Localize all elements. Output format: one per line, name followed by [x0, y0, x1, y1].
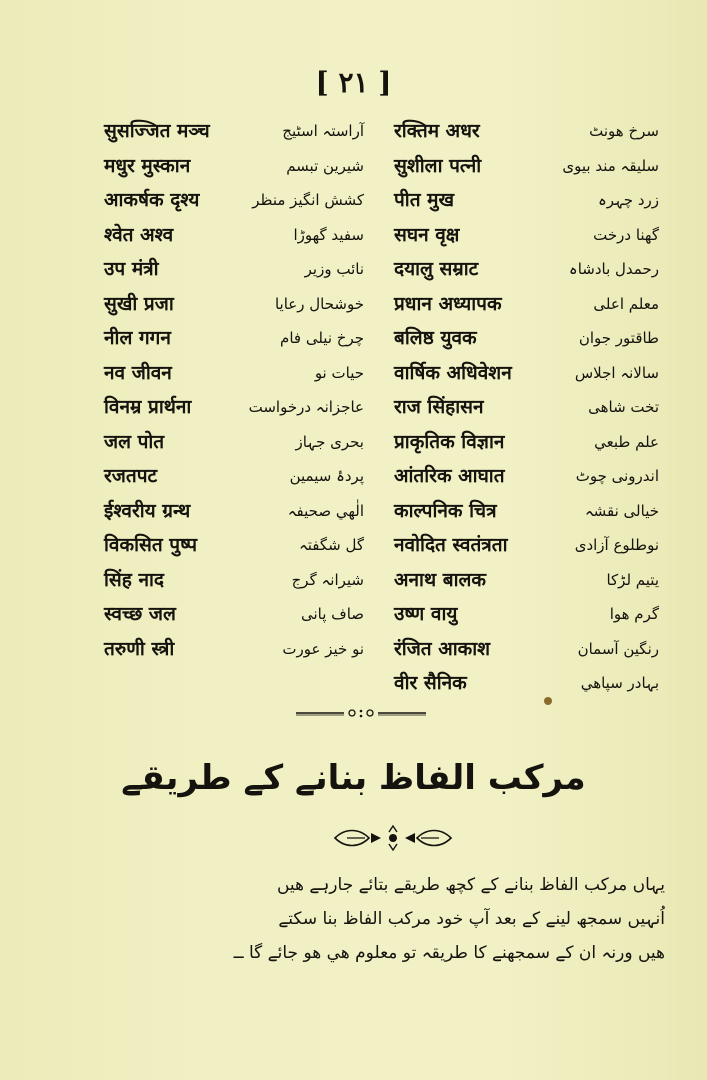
- vocab-row: [104, 117, 664, 152]
- urdu-phrase: حیات نو: [314, 363, 364, 382]
- urdu-phrase: نوطلوع آزادی: [574, 536, 659, 554]
- hindi-phrase: नव जीवन: [104, 361, 172, 384]
- hindi-phrase: सुसज्जित मञ्च: [104, 120, 210, 142]
- hindi-phrase: विनम्र प्रार्थना: [104, 396, 192, 418]
- hindi-phrase: मधुर मुस्कान: [104, 154, 191, 177]
- section-heading: مرکب الفاظ بنانے کے طریقے: [121, 758, 586, 798]
- vocab-row: [104, 290, 664, 325]
- urdu-phrase: پردۂ سیمین: [289, 467, 364, 485]
- hindi-phrase: नील गगन: [104, 327, 171, 349]
- urdu-phrase: گل شگفتہ: [298, 536, 364, 554]
- hindi-phrase: रक्तिम अधर: [394, 120, 480, 142]
- vocab-row: [104, 531, 664, 566]
- paragraph-line: هیں ورنہ ان کے سمجھنے کا طریقہ تو معلوم هي هو جائے گا ــ: [233, 943, 665, 963]
- vocab-row: [104, 669, 664, 704]
- page-number: [ ۲۱ ]: [315, 66, 392, 99]
- urdu-phrase: نو خیز عورت: [282, 639, 364, 658]
- hindi-phrase: वार्षिक अधिवेशन: [394, 361, 512, 384]
- urdu-phrase: بہادر سپاهي: [580, 674, 659, 692]
- hindi-phrase: श्वेत अश्व: [104, 223, 174, 246]
- hindi-phrase: रंजित आकाश: [394, 637, 491, 660]
- ink-spot: [544, 697, 552, 705]
- hindi-phrase: पीत मुख: [394, 189, 455, 211]
- vocab-row: [104, 462, 664, 497]
- urdu-phrase: سرخ هونٹ: [589, 122, 659, 140]
- hindi-phrase: उष्ण वायु: [394, 603, 458, 625]
- vocab-row: [104, 324, 664, 359]
- urdu-phrase: علم طبعي: [594, 432, 659, 451]
- hindi-phrase: आंतरिक आघात: [394, 465, 505, 487]
- urdu-phrase: عاجزانہ درخواست: [248, 398, 364, 416]
- urdu-phrase: سلیقہ مند بیوی: [562, 156, 659, 175]
- hindi-phrase: वीर सैनिक: [394, 672, 467, 694]
- vocab-row: [104, 497, 664, 532]
- urdu-phrase: صاف پانی: [300, 605, 364, 623]
- hindi-phrase: सघन वृक्ष: [394, 223, 460, 246]
- urdu-phrase: گرم هوا: [609, 605, 659, 623]
- urdu-phrase: آراستہ اسٹیج: [282, 122, 364, 140]
- vocab-row: [104, 186, 664, 221]
- hindi-phrase: काल्पनिक चित्र: [394, 499, 497, 522]
- hindi-phrase: बलिष्ठ युवक: [394, 327, 477, 349]
- vocab-row: [104, 393, 664, 428]
- hindi-phrase: जल पोत: [104, 430, 165, 453]
- urdu-phrase: چرخ نیلی فام: [280, 329, 364, 347]
- urdu-phrase: تخت شاهی: [588, 398, 659, 416]
- vocab-row: [104, 255, 664, 290]
- urdu-phrase: بحری جہاز: [295, 432, 364, 451]
- paragraph-line: اُنہیں سمجھ لینے کے بعد آپ خود مرکب الفاظ بنا سکتے: [278, 909, 665, 929]
- vocab-row: [104, 635, 664, 670]
- vocab-row: [104, 566, 664, 601]
- hindi-phrase: स्वच्छ जल: [104, 603, 176, 625]
- urdu-phrase: کشش انگیز منظر: [252, 191, 364, 209]
- hindi-phrase: ईश्वरीय ग्रन्थ: [104, 499, 191, 522]
- vocab-row: [104, 428, 664, 463]
- urdu-phrase: یتیم لڑکا: [606, 570, 659, 589]
- hindi-phrase: सुशीला पत्नी: [394, 154, 482, 177]
- floral-ornament: [333, 823, 453, 853]
- hindi-phrase: दयालु सम्राट: [394, 258, 479, 280]
- urdu-phrase: خوشحال رعایا: [274, 294, 364, 313]
- hindi-phrase: सिंह नाद: [104, 568, 165, 591]
- section-divider: [296, 706, 426, 720]
- hindi-phrase: सुखी प्रजा: [104, 292, 174, 315]
- urdu-phrase: معلم اعلی: [593, 294, 659, 313]
- urdu-phrase: شیرانہ گرج: [291, 570, 364, 589]
- urdu-phrase: رحمدل بادشاہ: [568, 260, 659, 278]
- urdu-phrase: زرد چہرہ: [597, 191, 659, 209]
- hindi-phrase: तरुणी स्त्री: [104, 637, 175, 660]
- hindi-phrase: आकर्षक दृश्य: [104, 189, 200, 211]
- urdu-phrase: اندرونی چوٹ: [575, 467, 659, 485]
- vocab-row: [104, 359, 664, 394]
- hindi-phrase: राज सिंहासन: [394, 396, 484, 418]
- urdu-phrase: الٰهي صحیفہ: [287, 501, 364, 520]
- body-paragraph: [100, 868, 665, 970]
- urdu-phrase: گھنا درخت: [593, 225, 659, 244]
- urdu-phrase: رنگین آسمان: [577, 639, 659, 658]
- urdu-phrase: خیالی نقشہ: [584, 501, 659, 520]
- urdu-phrase: طاقتور جوان: [578, 329, 659, 347]
- urdu-phrase: سفید گھوڑا: [293, 225, 364, 244]
- vocabulary-list: [104, 117, 664, 704]
- hindi-phrase: प्राकृतिक विज्ञान: [394, 430, 505, 453]
- vocab-row: [104, 152, 664, 187]
- urdu-phrase: شیرین تبسم: [286, 156, 364, 175]
- vocab-row: [104, 600, 664, 635]
- hindi-phrase: रजतपट: [104, 465, 158, 487]
- urdu-phrase: سالانہ اجلاس: [574, 363, 659, 382]
- hindi-phrase: उप मंत्री: [104, 258, 159, 280]
- vocab-row: [104, 221, 664, 256]
- paragraph-line: یہاں مرکب الفاظ بنانے کے کچھ طریقے بتائے جارہے هیں: [276, 875, 665, 895]
- hindi-phrase: विकसित पुष्प: [104, 534, 197, 556]
- hindi-phrase: अनाथ बालक: [394, 568, 486, 591]
- urdu-phrase: نائب وزیر: [304, 260, 364, 278]
- hindi-phrase: नवोदित स्वतंत्रता: [394, 534, 508, 556]
- hindi-phrase: प्रधान अध्यापक: [394, 292, 502, 315]
